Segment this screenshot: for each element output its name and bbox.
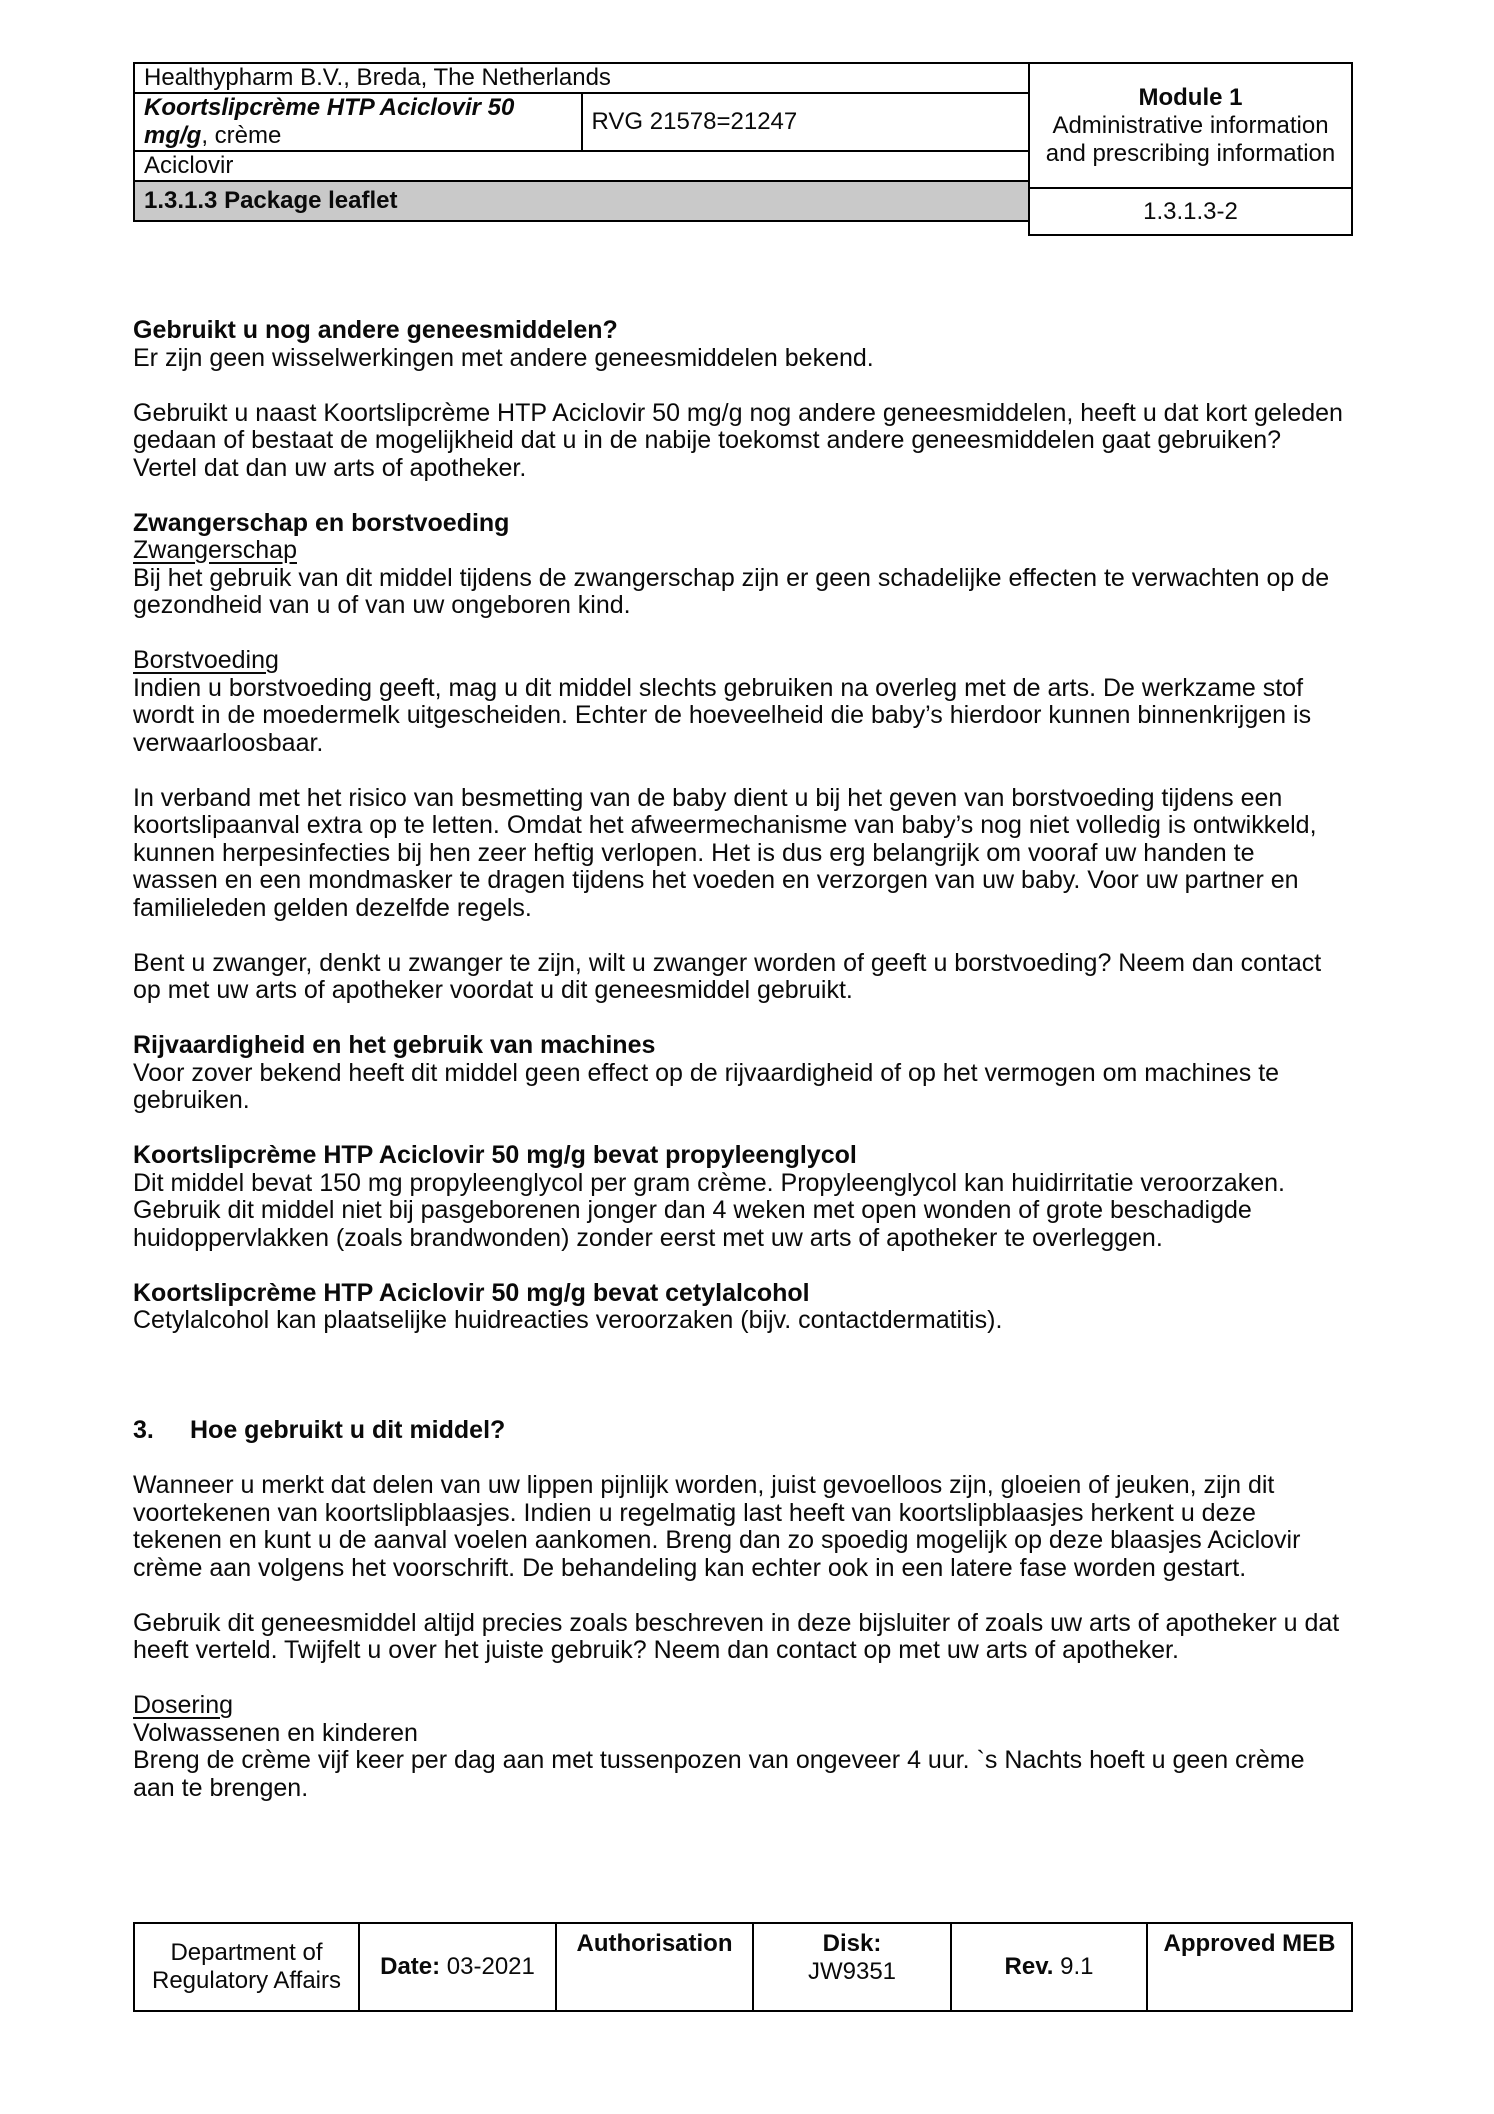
product-title xyxy=(134,93,582,151)
section-title-bar: 1.3.1.3 Package leaflet xyxy=(134,181,1029,221)
module-info xyxy=(1029,63,1352,188)
paragraph: Dit middel bevat 150 mg propyleenglycol per gram crème. Propyleenglycol kan huidirritatie veroorzaken. Gebruik dit middel niet bij pasgeborenen jonger dan 4 weken met open wonden of grote beschadigde huidoppervlakken (zoals brandwonden) zonder eerst met uw arts of apotheker te overleggen. xyxy=(133,1168,1285,1252)
section-page-ref: 1.3.1.3-2 xyxy=(1029,188,1352,235)
footer-rev-cell xyxy=(951,1923,1147,2011)
blank-line xyxy=(133,1582,1345,1610)
disk-label: Disk: xyxy=(822,1930,882,1957)
underlined-subheading xyxy=(133,647,1345,675)
paragraph-heading: Zwangerschap en borstvoeding xyxy=(133,508,510,537)
underlined-subheading-text: Zwangerschap xyxy=(133,536,297,564)
header-module-table xyxy=(1028,62,1353,236)
paragraph: Bent u zwanger, denkt u zwanger te zijn, wilt u zwanger worden of geeft u borstvoeding? Neem dan contact op met uw arts of apotheker voordat u dit geneesmiddel gebruikt. xyxy=(133,948,1322,1004)
paragraph: Voor zover bekend heeft dit middel geen effect op de rijvaardigheid of op het vermogen om machines te gebruiken. xyxy=(133,1058,1280,1114)
footer-date-cell xyxy=(359,1923,556,2011)
paragraph-heading: Gebruikt u nog andere geneesmiddelen? xyxy=(133,316,618,344)
blank-line xyxy=(133,1362,1345,1390)
section-heading-text: Hoe gebruikt u dit middel? xyxy=(190,1416,506,1444)
blank-line xyxy=(133,757,1345,785)
department-line1: Department of xyxy=(170,1939,323,1966)
paragraph: Indien u borstvoeding geeft, mag u dit middel slechts gebruiken na overleg met de arts. De werkzame stof wordt in de moedermelk uitgescheiden. Echter de hoeveelheid die baby’s hierdoor kunnen binnenkrijgen is verwaarloosbaar. xyxy=(133,673,1312,757)
date-value: 03-2021 xyxy=(446,1953,535,1980)
body-content xyxy=(133,317,1345,1802)
footer-department-cell xyxy=(134,1923,359,2011)
footer-authorisation-cell: Authorisation xyxy=(556,1923,753,2011)
rvg-number: RVG 21578=21247 xyxy=(582,93,1030,151)
footer-approved-cell: Approved MEB xyxy=(1147,1923,1352,2011)
product-form: , crème xyxy=(201,122,282,149)
date-label: Date: xyxy=(380,1953,441,1980)
underlined-subheading-text: Borstvoeding xyxy=(133,646,279,674)
paragraph: In verband met het risico van besmetting van de baby dient u bij het geven van borstvoeding tijdens een koortslipaanval extra op te letten. Omdat het afweermechanisme van baby’s nog niet volledig is ontwikkeld, kunnen herpesinfecties bij hen zeer heftig verlopen. Het is dus erg belangrijk om vooraf uw handen te wassen en een mondmasker te dragen tijdens het voeden en verzorgen van uw baby. Voor uw partner en familieleden gelden dezelfde regels. xyxy=(133,783,1317,922)
blank-line xyxy=(133,620,1345,648)
module-line2: and prescribing information xyxy=(1045,139,1336,167)
blank-line xyxy=(133,922,1345,950)
blank-line xyxy=(133,1335,1345,1363)
blank-line xyxy=(133,1390,1345,1418)
blank-line xyxy=(133,482,1345,510)
active-substance: Aciclovir xyxy=(134,151,1029,181)
blank-line xyxy=(133,372,1345,400)
footer-table xyxy=(133,1922,1353,2012)
rev-label: Rev. xyxy=(1004,1953,1054,1980)
paragraph: Breng de crème vijf keer per dag aan met tussenpozen van ongeveer 4 uur. `s Nachts hoeft u geen crème aan te brengen. xyxy=(133,1746,1305,1802)
blank-line xyxy=(133,1445,1345,1473)
underlined-subheading-text: Dosering xyxy=(133,1691,234,1719)
paragraph: Wanneer u merkt dat delen van uw lippen pijnlijk worden, juist gevoelloos zijn, gloeien of jeuken, zijn dit voortekenen van koortslipblaasjes. Indien u regelmatig last heeft van koortslipblaasjes herkent u deze tekenen en kunt u de aanval voelen aankomen. Breng dan zo spoedig mogelijk op deze blaasjes Aciclovir crème aan volgens het voorschrift. De behandeling kan echter ook in een latere fase worden gestart. xyxy=(133,1471,1301,1582)
disk-value: JW9351 xyxy=(807,1958,897,1985)
blank-line xyxy=(133,1665,1345,1693)
blank-line xyxy=(133,1115,1345,1143)
rev-value: 9.1 xyxy=(1060,1953,1094,1980)
section-number: 3. xyxy=(133,1416,154,1444)
paragraph-heading: Koortslipcrème HTP Aciclovir 50 mg/g bevat cetylalcohol xyxy=(133,1278,810,1307)
paragraph-heading: Koortslipcrème HTP Aciclovir 50 mg/g bevat propyleenglycol xyxy=(133,1141,857,1169)
section-heading xyxy=(133,1417,1345,1445)
department-line2: Regulatory Affairs xyxy=(152,1967,341,1994)
paragraph-heading: Rijvaardigheid en het gebruik van machines xyxy=(133,1031,656,1059)
product-name: Koortslipcrème HTP Aciclovir 50 mg/g xyxy=(144,94,515,149)
paragraph: Volwassenen en kinderen xyxy=(133,1718,418,1747)
blank-line xyxy=(133,1005,1345,1033)
paragraph: Gebruik dit geneesmiddel altijd precies zoals beschreven in deze bijsluiter of zoals uw arts of apotheker u dat heeft verteld. Twijfelt u over het juiste gebruik? Neem dan contact op met uw arts of apotheker. xyxy=(133,1608,1340,1664)
company-name: Healthypharm B.V., Breda, The Netherlands xyxy=(134,63,1029,93)
blank-line xyxy=(133,1252,1345,1280)
footer-disk-cell xyxy=(753,1923,951,2011)
underlined-subheading xyxy=(133,1692,1345,1720)
header-table xyxy=(133,62,1030,222)
module-title: Module 1 xyxy=(1138,83,1243,111)
module-line1: Administrative information xyxy=(1052,111,1329,139)
paragraph: Gebruikt u naast Koortslipcrème HTP Aciclovir 50 mg/g nog andere geneesmiddelen, heeft u dat kort geleden gedaan of bestaat de mogelijkheid dat u in de nabije toekomst andere geneesmiddelen gaat gebruiken? Vertel dat dan uw arts of apotheker. xyxy=(133,398,1343,482)
paragraph: Cetylalcohol kan plaatselijke huidreacties veroorzaken (bijv. contactdermatitis). xyxy=(133,1306,1003,1334)
underlined-subheading xyxy=(133,537,1345,565)
paragraph: Bij het gebruik van dit middel tijdens de zwangerschap zijn er geen schadelijke effecten te verwachten op de gezondheid van u of van uw ongeboren kind. xyxy=(133,563,1330,619)
paragraph: Er zijn geen wisselwerkingen met andere geneesmiddelen bekend. xyxy=(133,343,874,372)
